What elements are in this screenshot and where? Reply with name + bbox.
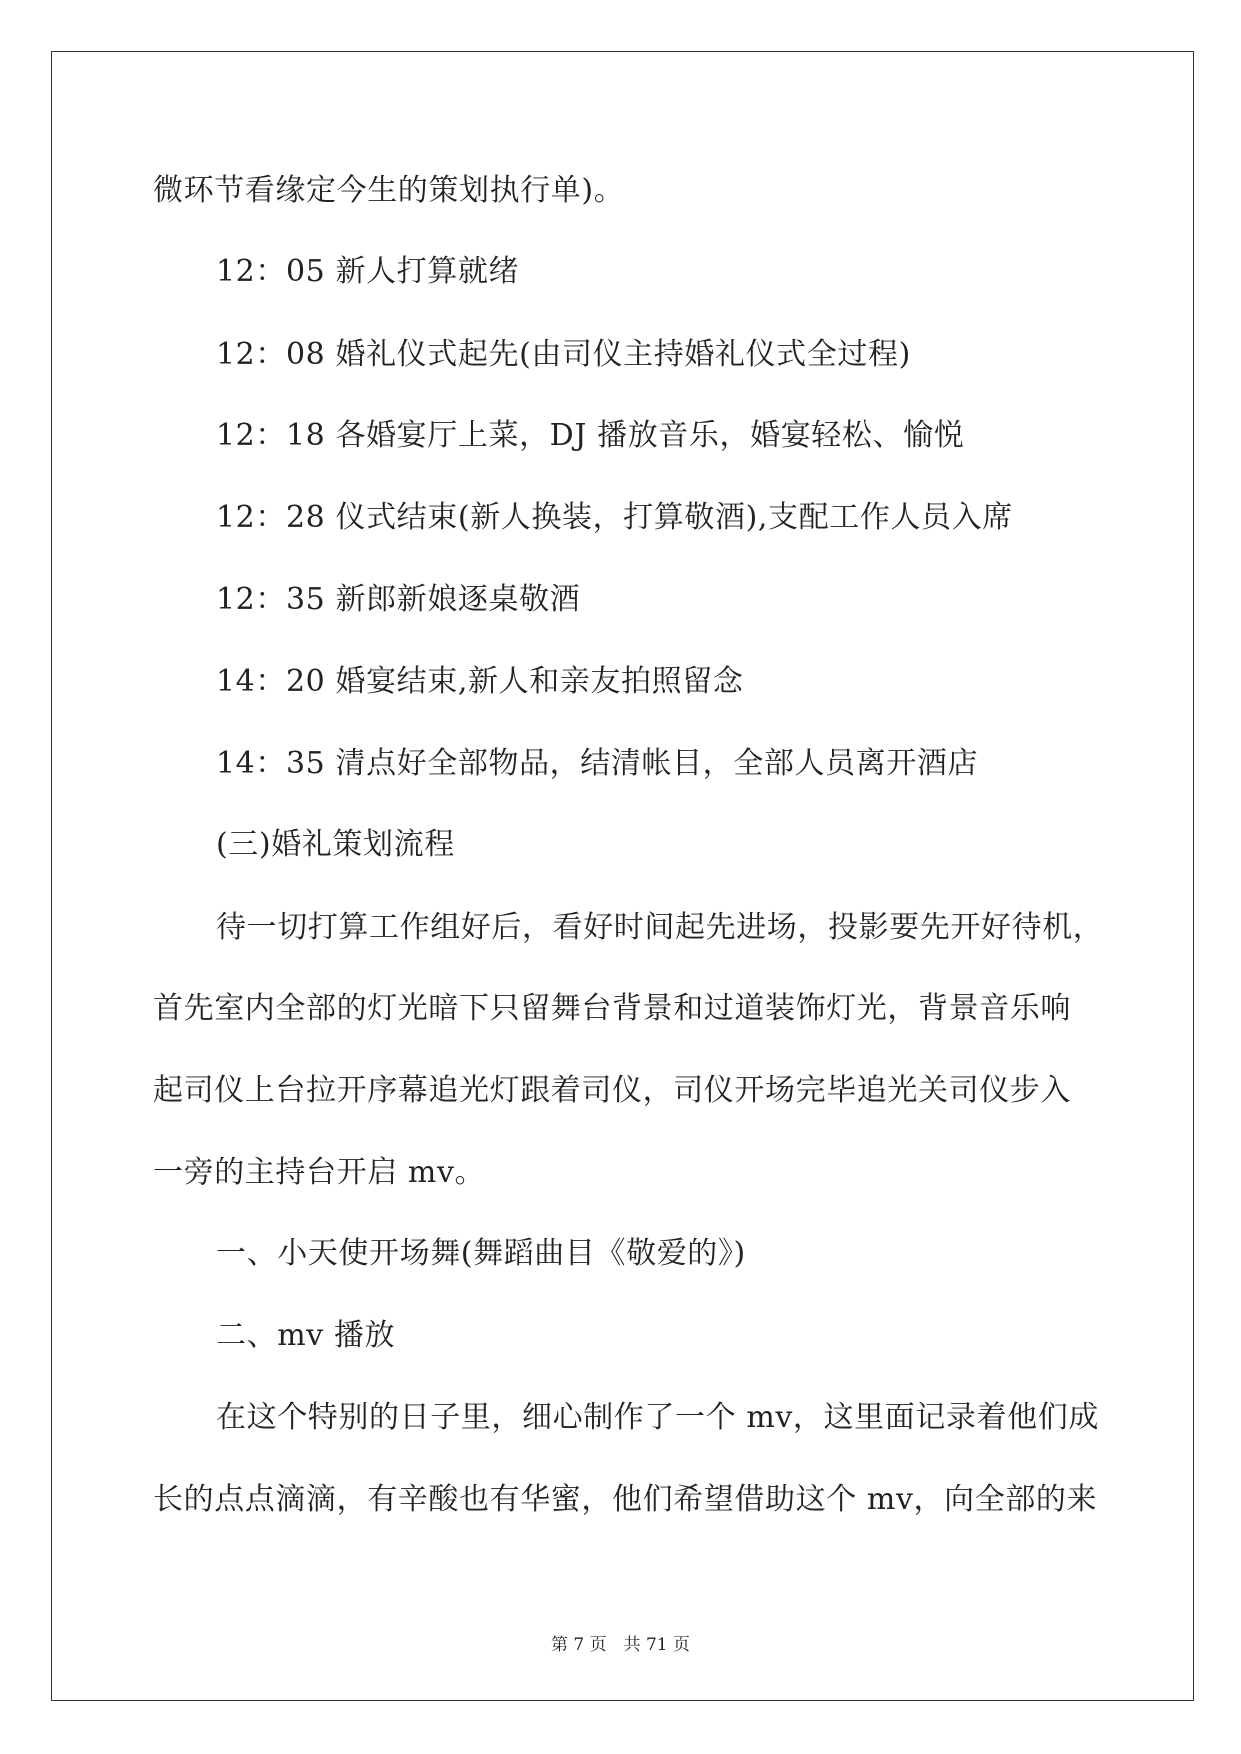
list-item: 二、mv 播放 <box>216 1318 396 1353</box>
schedule-item: 12：18 各婚宴厅上菜，DJ 播放音乐，婚宴轻松、愉悦 <box>216 418 965 453</box>
paragraph-line: 在这个特别的日子里，细心制作了一个 mv，这里面记录着他们成 <box>216 1400 1099 1435</box>
schedule-item: 14：35 清点好全部物品，结清帐目，全部人员离开酒店 <box>216 746 979 781</box>
list-item: 一、小天使开场舞(舞蹈曲目《敬爱的》) <box>216 1236 746 1271</box>
schedule-item: 12：28 仪式结束(新人换装，打算敬酒),支配工作人员入席 <box>216 500 1013 535</box>
paragraph-line: 起司仪上台拉开序幕追光灯跟着司仪，司仪开场完毕追光关司仪步入 <box>153 1073 1071 1108</box>
paragraph-line: 微环节看缘定今生的策划执行单)。 <box>153 173 625 208</box>
paragraph-line: 长的点点滴滴，有辛酸也有华蜜，他们希望借助这个 mv，向全部的来 <box>153 1482 1098 1517</box>
section-heading: (三)婚礼策划流程 <box>216 827 455 862</box>
schedule-item: 14：20 婚宴结束,新人和亲友拍照留念 <box>216 664 744 699</box>
paragraph-line: 一旁的主持台开启 mv。 <box>153 1155 486 1190</box>
paragraph-line: 首先室内全部的灯光暗下只留舞台背景和过道装饰灯光，背景音乐响 <box>153 991 1071 1026</box>
page-number-footer: 第 7 页 共 71 页 <box>550 1635 691 1655</box>
schedule-item: 12：08 婚礼仪式起先(由司仪主持婚礼仪式全过程) <box>216 337 911 372</box>
schedule-item: 12：05 新人打算就绪 <box>216 254 520 289</box>
schedule-item: 12：35 新郎新娘逐桌敬酒 <box>216 582 581 617</box>
paragraph-line: 待一切打算工作组好后，看好时间起先进场，投影要先开好待机， <box>216 910 1104 945</box>
